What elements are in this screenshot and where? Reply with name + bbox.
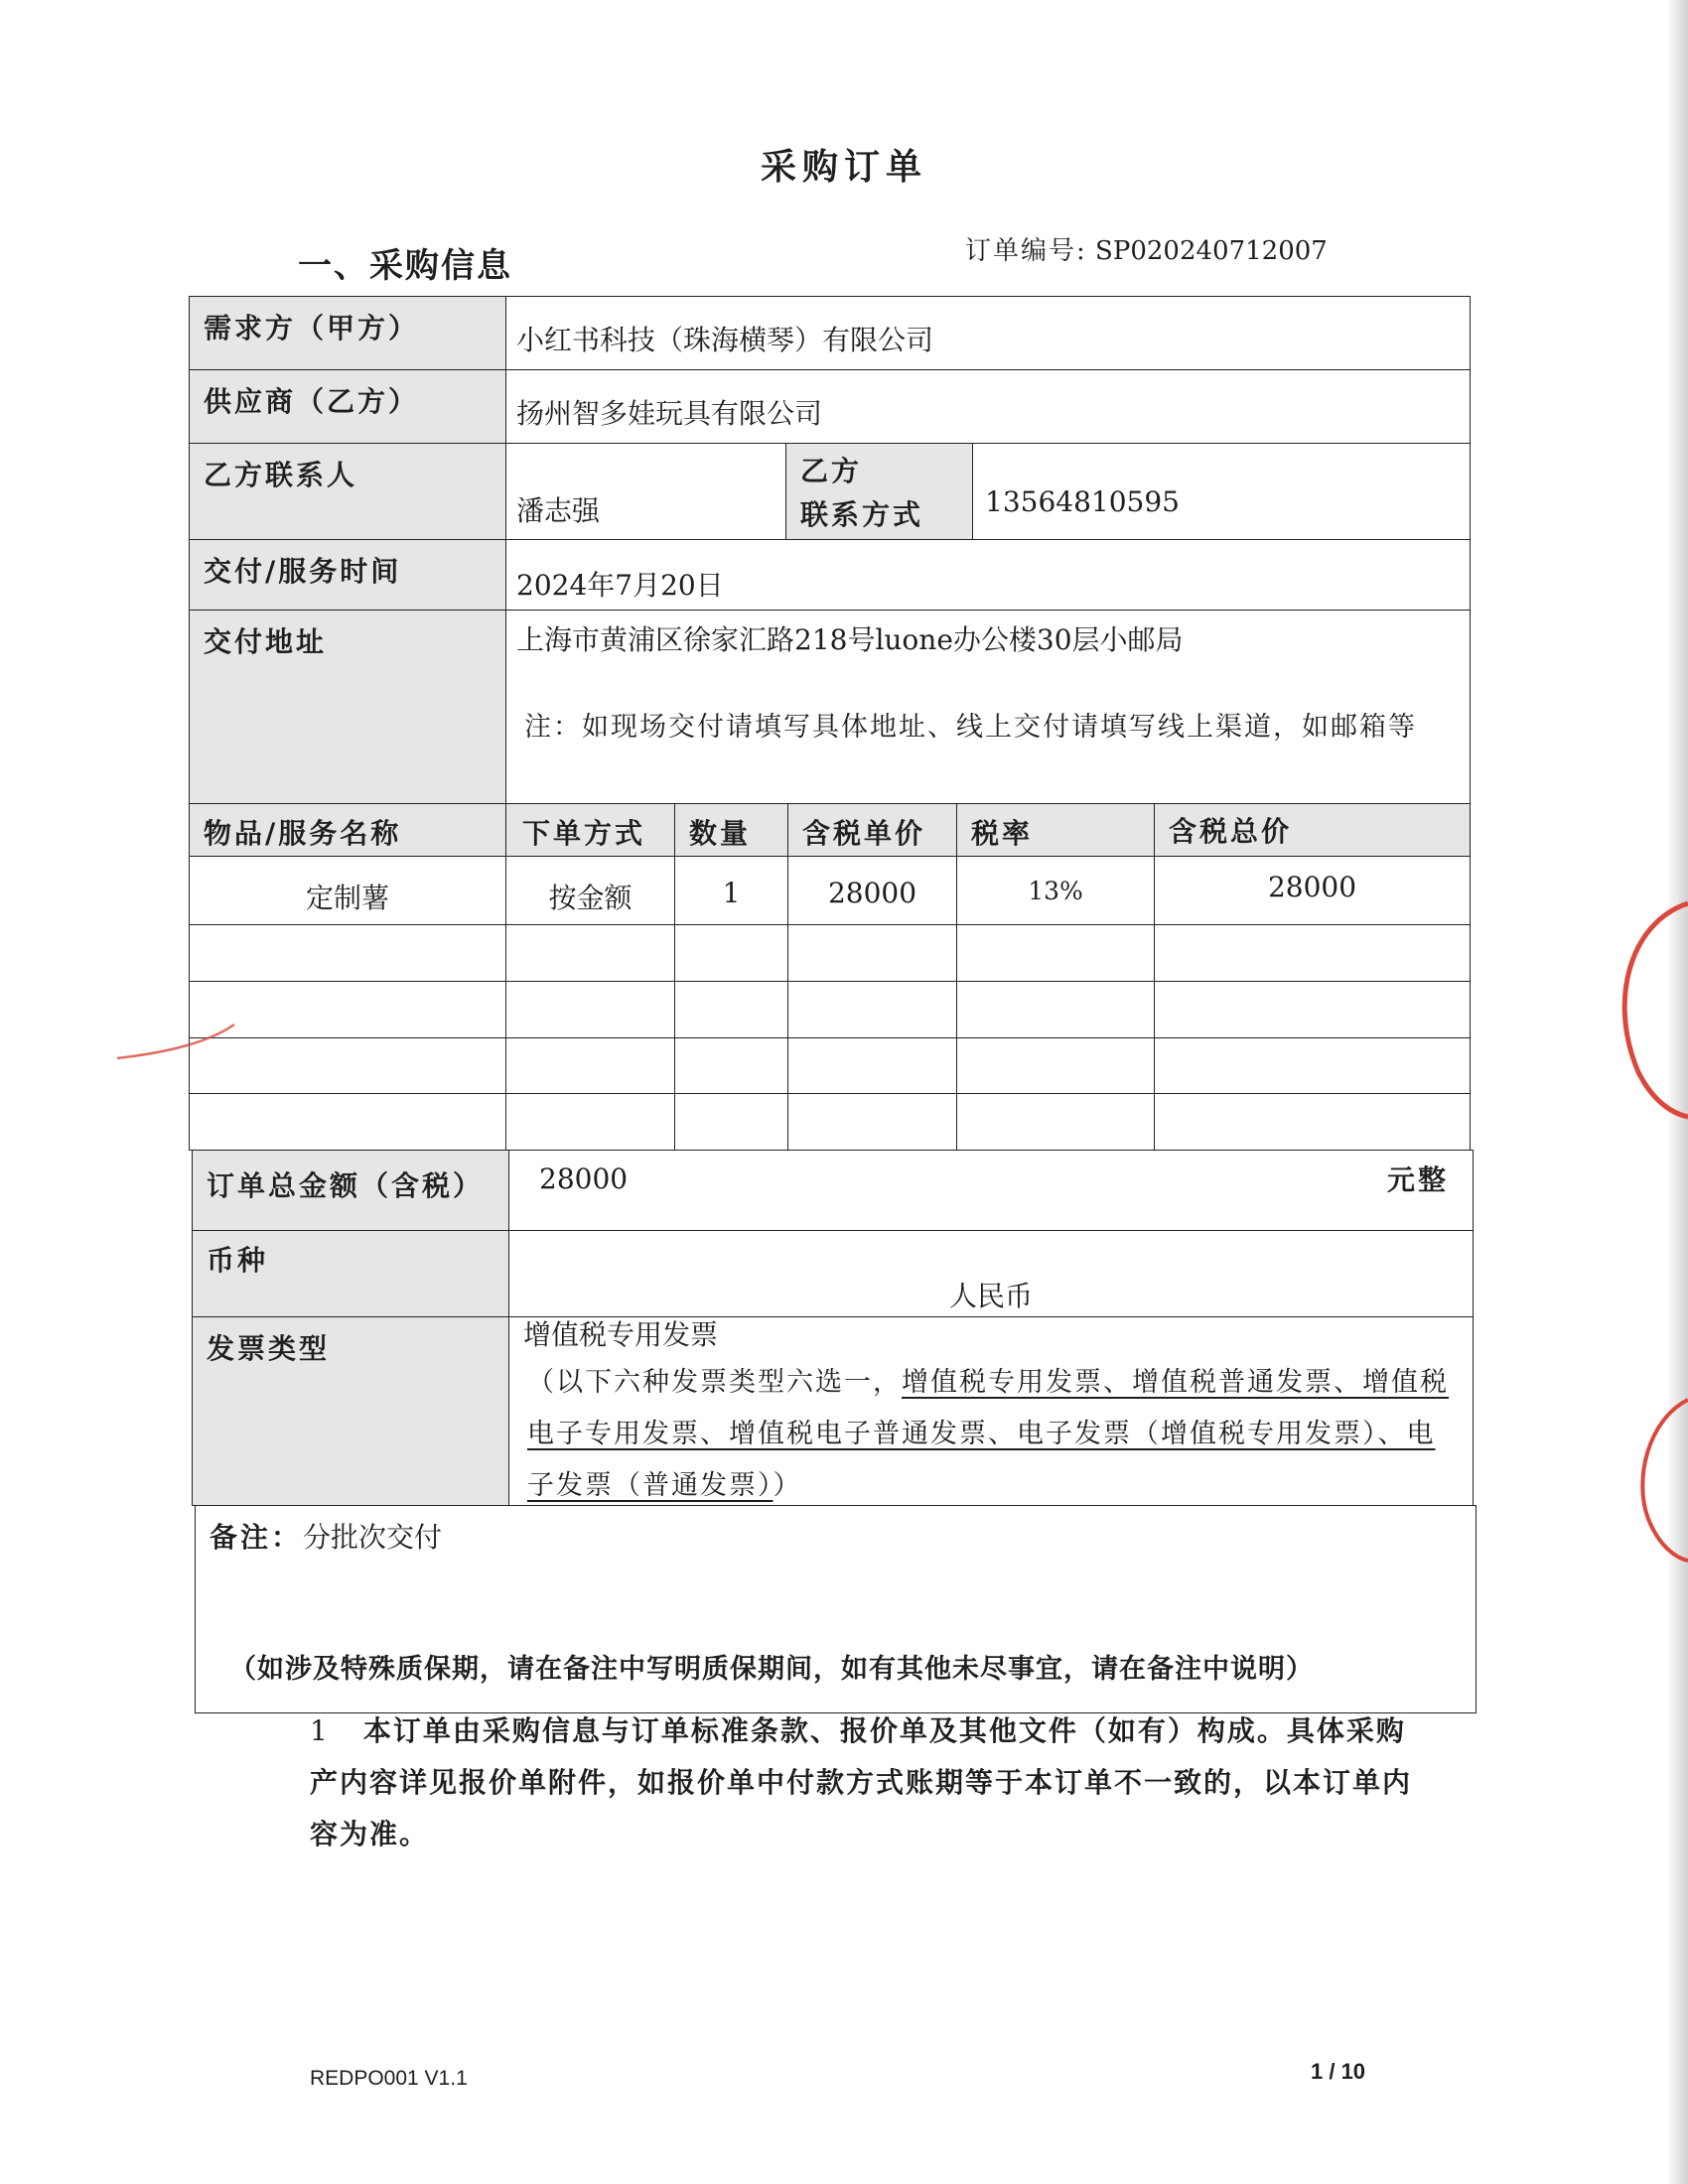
items-header-name: 物品/服务名称 [189,803,506,857]
invoice-options-suffix: ） [773,1470,802,1501]
remarks-hint: （如涉及特殊质保期，请在备注中写明质保期间，如有其他未尽事宜，请在备注中说明） [229,1654,1314,1685]
contact-label: 乙方联系人 [204,459,358,491]
stamp-arc-bottom [1642,1400,1688,1561]
total-label: 订单总金额（含税） [207,1169,485,1202]
items-header-tax-rate: 税率 [956,803,1155,857]
stamp-arc-top [1624,903,1688,1117]
delivery-address-label: 交付地址 [204,625,328,658]
item-cell-unit-price: 28000 [787,856,957,925]
item-cell-tax-rate: 13% [956,856,1155,925]
invoice-value: 增值税专用发票 [523,1318,719,1351]
remarks-label: 备注： [210,1521,303,1554]
invoice-options-list: 增值税专用发票、增值税普通发票、增值税电子专用发票、增值税电子普通发票、电子发票（增值税专用发票）、电子发票（普通发票） [527,1367,1449,1501]
contact-method-label-line2: 联系方式 [800,498,924,531]
item-cell-total-price: 28000 [1154,856,1471,925]
remarks-value: 分批次交付 [303,1521,443,1554]
contact-phone: 13564810595 [985,485,1180,518]
item-cell-quantity: 1 [674,856,788,925]
supplier-value: 扬州智多娃玩具有限公司 [516,397,823,430]
buyer-value: 小红书科技（珠海横琴）有限公司 [516,324,934,356]
clause-text: 本订单由采购信息与订单标准条款、报价单及其他文件（如有）构成。具体采购产内容详见报价单附件，如报价单中付款方式账期等于本订单不一致的，以本订单内容为准。 [310,1714,1413,1850]
supplier-label: 供应商（乙方） [204,385,420,418]
total-unit: 元整 [1386,1163,1449,1196]
item-cell-order-method: 按金额 [505,856,675,925]
page-number: 1 / 10 [1311,2059,1366,2084]
delivery-time-value: 2024年7月20日 [516,569,724,602]
contact-name: 潘志强 [516,494,601,527]
page-title: 采购订单 [760,146,927,188]
order-number-value: SP020240712007 [1095,236,1328,266]
delivery-address-note: 注：如现场交付请填写具体地址、线上交付请填写线上渠道，如邮箱等 [524,712,1417,743]
items-header-total-price: 含税总价 [1154,803,1471,857]
total-value: 28000 [539,1162,629,1195]
order-number-label: 订单编号: [965,236,1087,266]
buyer-label: 需求方（甲方） [204,312,420,344]
section-heading: 一、采购信息 [298,246,512,286]
items-header-quantity: 数量 [674,803,788,857]
contact-method-label-line1: 乙方 [800,455,863,487]
clause-number: 1 [310,1714,330,1747]
invoice-label: 发票类型 [207,1332,331,1365]
delivery-address-value: 上海市黄浦区徐家汇路218号luone办公楼30层小邮局 [516,623,1184,656]
item-cell-name: 定制薯 [189,856,506,925]
stamp-stroke-left [117,1024,234,1058]
invoice-options-prefix: （以下六种发票类型六选一， [527,1367,902,1398]
document-code: REDPO001 V1.1 [310,2067,468,2090]
currency-label: 币种 [207,1244,269,1277]
items-header-order-method: 下单方式 [505,803,675,857]
currency-value: 人民币 [948,1280,1033,1312]
items-header-unit-price: 含税单价 [787,803,957,857]
delivery-time-label: 交付/服务时间 [204,555,402,588]
